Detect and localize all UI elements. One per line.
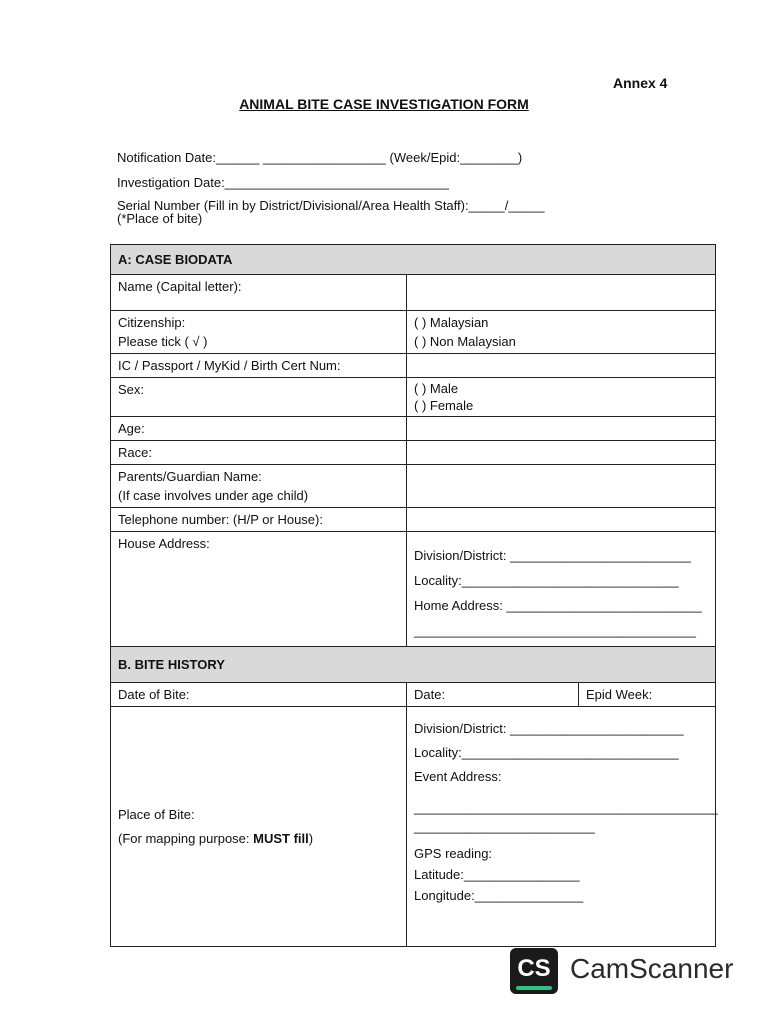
race-input[interactable] (407, 441, 716, 465)
telephone-input[interactable] (407, 508, 716, 532)
notification-date-field[interactable]: Notification Date:______ _________________ (Week/Epid:________) (117, 150, 523, 165)
race-row (111, 441, 716, 465)
camscanner-brand-text: CamScanner (570, 953, 734, 984)
epid-week-field[interactable]: Epid Week: (579, 683, 716, 707)
gps-label: GPS reading: (414, 846, 493, 861)
event-locality-field[interactable]: Locality:______________________________ (414, 745, 679, 760)
ic-input[interactable] (407, 354, 716, 378)
mapping-note: (For mapping purpose: MUST fill) (118, 831, 314, 846)
serial-number-field[interactable]: Serial Number (Fill in by District/Divisional/Area Health Staff):_____/_____ (117, 198, 545, 213)
date-of-bite-row (111, 683, 716, 707)
house-division-field[interactable]: Division/District: _________________________ (414, 548, 691, 563)
section-b-header (111, 647, 716, 683)
ic-label: IC / Passport / MyKid / Birth Cert Num: (111, 354, 407, 378)
citizenship-label: Citizenship: (118, 315, 186, 330)
ic-row (111, 354, 716, 378)
house-address-row (111, 532, 716, 647)
home-address-field[interactable]: Home Address: ___________________________ (414, 598, 702, 613)
age-row (111, 417, 716, 441)
event-address-label: Event Address: (414, 769, 502, 784)
house-address-label: House Address: (111, 532, 407, 647)
event-address-line-1[interactable]: __________________________________________ (414, 800, 718, 815)
place-of-bite-row (111, 707, 716, 947)
form-title: ANIMAL BITE CASE INVESTIGATION FORM (239, 96, 529, 112)
event-division-field[interactable]: Division/District: ________________________ (414, 721, 684, 736)
name-label: Name (Capital letter): (111, 275, 407, 311)
longitude-field[interactable]: Longitude:_______________ (414, 888, 584, 903)
camscanner-watermark (510, 948, 740, 994)
telephone-label: Telephone number: (H/P or House): (111, 508, 407, 532)
section-b-title: B. BITE HISTORY (111, 647, 716, 683)
age-input[interactable] (407, 417, 716, 441)
section-a-title: A: CASE BIODATA (111, 245, 716, 275)
age-label: Age: (111, 417, 407, 441)
non-malaysian-checkbox[interactable]: ( ) Non Malaysian (414, 334, 516, 349)
place-of-bite-label: Place of Bite: (118, 807, 195, 822)
date-of-bite-label: Date of Bite: (111, 683, 407, 707)
sex-label: Sex: (111, 378, 407, 417)
name-input[interactable] (407, 275, 716, 311)
bite-date-field[interactable]: Date: (407, 683, 579, 707)
annex-label: Annex 4 (613, 75, 668, 91)
must-fill-text: MUST fill (253, 831, 309, 846)
parents-input[interactable] (407, 465, 716, 508)
investigation-date-field[interactable]: Investigation Date:_______________________________ (117, 175, 449, 190)
parents-label: Parents/Guardian Name: (118, 469, 262, 484)
malaysian-checkbox[interactable]: ( ) Malaysian (414, 315, 489, 330)
male-checkbox[interactable]: ( ) Male (414, 381, 459, 396)
please-tick-label: Please tick ( √ ) (118, 334, 208, 349)
parents-row (111, 465, 716, 508)
home-address-line[interactable]: _______________________________________ (414, 623, 696, 638)
female-checkbox[interactable]: ( ) Female (414, 398, 474, 413)
event-address-line-2[interactable]: _________________________ (414, 819, 595, 834)
place-of-bite-note: (*Place of bite) (117, 211, 203, 226)
race-label: Race: (111, 441, 407, 465)
section-a-header (111, 245, 716, 275)
latitude-field[interactable]: Latitude:________________ (414, 867, 580, 882)
name-row (111, 275, 716, 311)
camscanner-logo-icon: CS (510, 948, 558, 994)
house-locality-field[interactable]: Locality:______________________________ (414, 573, 679, 588)
sex-row (111, 378, 716, 417)
citizenship-row (111, 311, 716, 354)
investigation-table (110, 244, 716, 947)
parents-note: (If case involves under age child) (118, 488, 309, 503)
telephone-row (111, 508, 716, 532)
